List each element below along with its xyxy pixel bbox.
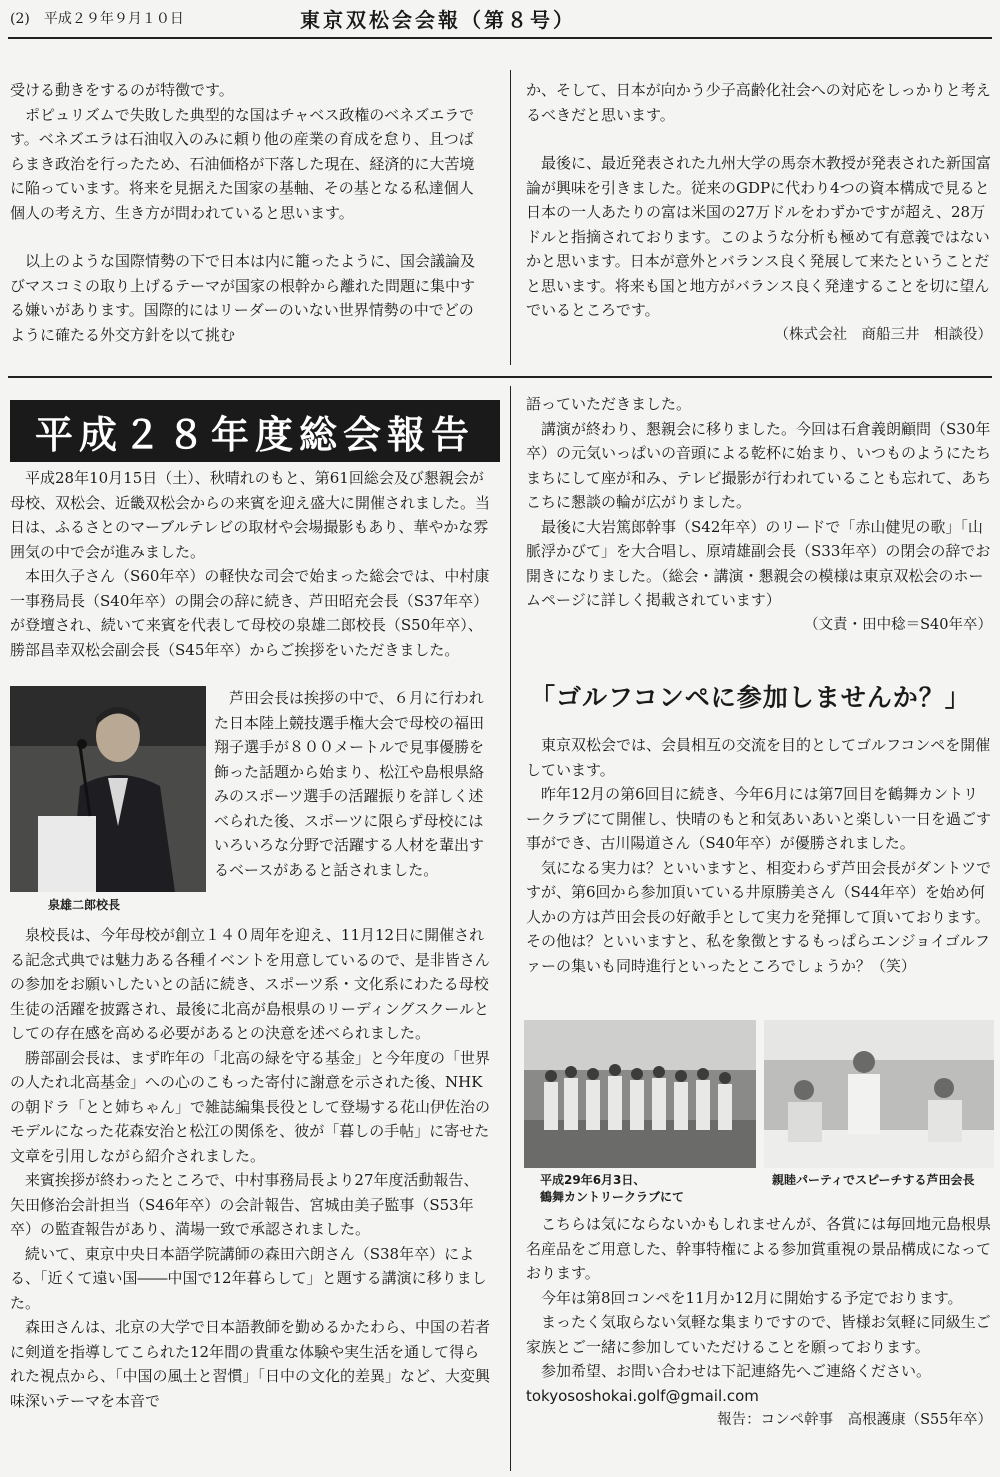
party-illustration: [764, 1020, 994, 1168]
report-body: [10, 923, 490, 1413]
report-credit: （文責・田中稔＝S40年卒）: [804, 616, 992, 633]
caption-line: 鶴舞カントリークラブにて: [540, 1190, 685, 1204]
paragraph: 講演が終わり、懇親会に移りました。今回は石倉義朗顧問（S30年卒）の元気いっぱいの音頭による乾杯に始まり、いつものようにたちまちにして座が和み、テレビ撮影が行われていることも忘れて、あちこちに懇談の輪が広がりました。: [526, 419, 992, 511]
paragraph: こちらは気にならないかもしれませんが、各賞には毎回地元島根県名産品をご用意した、幹事特権による参加賞重視の景品構成になっております。: [526, 1215, 992, 1282]
column-divider: [510, 386, 511, 1471]
principal-photo-illustration: [10, 686, 206, 892]
paragraph: 語っていただきました。: [526, 395, 692, 413]
paragraph: 最後に大岩篤郎幹事（S42年卒）のリードで「赤山健児の歌」「山脈浮かびて」を大合唱し、原靖雄副会長（S33年卒）の閉会の辞でお開きになりました。（総会・講演・懇親会の模様は東京双松会のホームページに詳しく掲載されています）: [526, 517, 991, 609]
paragraph: 最後に、最近発表された九州大学の馬奈木教授が発表された新国富論が興味を引きました。従来のGDPに代わり4つの資本構成で見ると日本の一人あたりの富は米国の27万ドルをわずかですが超え、28万ドルと指摘されております。このような分析も極めて有意義ではないかと思います。日本が意外とバランス良く発展して来たということだと思います。将来も国と地方がバランス良く発達することを切に望んでいるところです。: [526, 154, 992, 319]
paragraph: 参加希望、お問い合わせは下記連絡先へご連絡ください。: [541, 1362, 932, 1380]
paragraph: 勝部副会長は、まず昨年の「北高の緑を守る基金」と今年度の「世界の人たれ北高基金」への心のこもった寄付に謝意を示された後、NHKの朝ドラ「とと姉ちゃん」で雑誌編集長役として登場する花山伊佐治のモデルになった花森安治と松江の関係を、彼が「暮しの手帖」に寄せた文章を引用しながら紹介されました。: [10, 1048, 491, 1165]
paragraph: 気になる実力は？といいますと、相変わらず芦田会長がダントツですが、第6回から参加頂いている井原勝美さん（S44年卒）を始め何人かの方は芦田会長の好敵手として実力を発揮して頂いております。その他は？といいますと、私を象徴とするもっぱらエンジョイゴルファーの集いも同時進行といったところでしょうか？（笑）: [526, 858, 992, 975]
paragraph: 森田さんは、北京の大学で日本語教師を勤めるかたわら、中国の若者に剣道を指導してこられた12年間の貴重な体験や実生活を通して得られた視点から、「中国の風土と習慣」「日中の文化的差異」など、大変興味深いテーマを本音で: [10, 1318, 491, 1410]
party-photo-caption: 親睦パーティでスピーチする芦田会長: [772, 1173, 975, 1187]
report-intro: [10, 466, 490, 662]
top-right-column: [526, 78, 992, 347]
paragraph: ポピュリズムで失敗した典型的な国はチャベス政権のベネズエラです。ベネズエラは石油収入のみに頼り他の産業の育成を怠り、且つばらまき政治を行ったため、石油価格が下落した現在、経済的に大苦境に陥っています。将来を見据えた国家の基軸、その基となる私達個人個人の考え方、生き方が問われていると思います。: [10, 105, 475, 222]
principal-photo-caption: 泉雄二郎校長: [48, 898, 121, 912]
paragraph: 泉校長は、今年母校が創立１４０周年を迎え、11月12日に開催される記念式典では魅力ある各種イベントを用意しているので、是非皆さんの参加をお願いしたいとの話に続き、スポーツ系・文化系にわたる母校生徒の活躍を披露され、最後に北高が島根県のリーディングスクールとしての存在感を高める必要があるとの決意を述べられました。: [10, 926, 490, 1042]
golf-group-illustration: [524, 1020, 756, 1168]
paragraph: まったく気取らない気軽な集まりですので、皆様お気軽に同級生ご家族とご一緒に参加していただけることを願っております。: [526, 1313, 991, 1356]
header-rule: [8, 37, 992, 39]
paragraph: 本田久子さん（S60年卒）の軽快な司会で始まった総会では、中村康一事務局長（S40年卒）の開会の辞に続き、芦田昭充会長（S37年卒）が登壇され、続いて来賓を代表して母校の泉雄二郎校長（S50年卒）、勝部昌幸双松会副会長（S45年卒）からご挨拶をいただきました。: [10, 567, 490, 659]
paragraph: 平成28年10月15日（土）、秋晴れのもと、第61回総会及び懇親会が母校、双松会、近畿双松会からの来賓を迎え盛大に開催されました。当日は、ふるさとのマーブルテレビの取材や会場撮影もあり、華やかな雰囲気の中で会が進みました。: [10, 469, 491, 561]
column-divider: [510, 70, 511, 365]
newsletter-title: 東京双松会会報（第８号）: [300, 8, 576, 32]
page-date: (2) 平成２９年９月１０日: [10, 11, 184, 27]
paragraph: 以上のような国際情勢の下で日本は内に籠ったように、国会議論及びマスコミの取り上げるテーマが国家の根幹から離れた問題に集中する嫌いがあります。国際的にはリーダーのいない世界情勢の中でどのように確たる外交方針を以て挑む: [10, 252, 476, 344]
paragraph: 続いて、東京中央日本語学院講師の森田六朗さん（S38年卒）による、「近くて遠い国――中国で12年暮らして」と題する講演に移りました。: [10, 1244, 487, 1312]
report-continued: [526, 392, 992, 637]
author-affiliation: （株式会社 商船三井 相談役）: [774, 326, 992, 343]
golf-closing: [526, 1212, 992, 1433]
golf-report-by: 報告：コンペ幹事 高根護康（S55年卒）: [717, 1412, 992, 1428]
paragraph: 今年は第8回コンペを11月か12月に開始する予定でおります。: [541, 1288, 963, 1307]
report-banner: 平成２８年度総会報告: [10, 400, 500, 462]
golf-body: [526, 733, 992, 978]
paragraph: 東京双松会では、会員相互の交流を目的としてゴルフコンペを開催しています。: [526, 736, 991, 779]
section-rule: [8, 376, 992, 378]
golf-heading: 「ゴルフコンペに参加しませんか？」: [530, 683, 971, 712]
party-photo: [764, 1020, 994, 1168]
paragraph: 芦田会長は挨拶の中で、６月に行われた日本陸上競技選手権大会で母校の福田翔子選手が８００メートルで見事優勝を飾った話題から始まり、松江や島根県絡みのスポーツ選手の活躍振りを詳しく述べられた後、スポーツに限らず母校にはいろいろな分野で活躍する人材を輩出するベースがあると話されました。: [214, 689, 485, 879]
top-left-column: [10, 78, 488, 347]
contact-email[interactable]: tokyososhokai.golf@gmail.com: [526, 1386, 759, 1405]
paragraph: か、そして、日本が向かう少子高齢化社会への対応をしっかりと考えるべきだと思います。: [526, 81, 991, 124]
golf-photo-caption: [540, 1172, 760, 1206]
principal-photo: [10, 686, 206, 892]
paragraph: 昨年12月の第6回目に続き、今年6月には第7回目を鶴舞カントリークラブにて開催し、快晴のもと和気あいあいと楽しい一日を過ごす事ができ、古川陽道さん（S40年卒）が優勝されました。: [526, 785, 992, 852]
paragraph: 来賓挨拶が終わったところで、中村事務局長より27年度活動報告、矢田修治会計担当（S46年卒）の会計報告、宮城由美子監事（S53年卒）の監査報告があり、満場一致で承認されました。: [10, 1171, 479, 1238]
caption-line: 平成29年6月3日、: [540, 1173, 646, 1187]
golf-group-photo: [524, 1020, 756, 1168]
beside-photo-text: [214, 686, 490, 882]
paragraph: 受ける動きをするのが特徴です。: [10, 81, 234, 99]
